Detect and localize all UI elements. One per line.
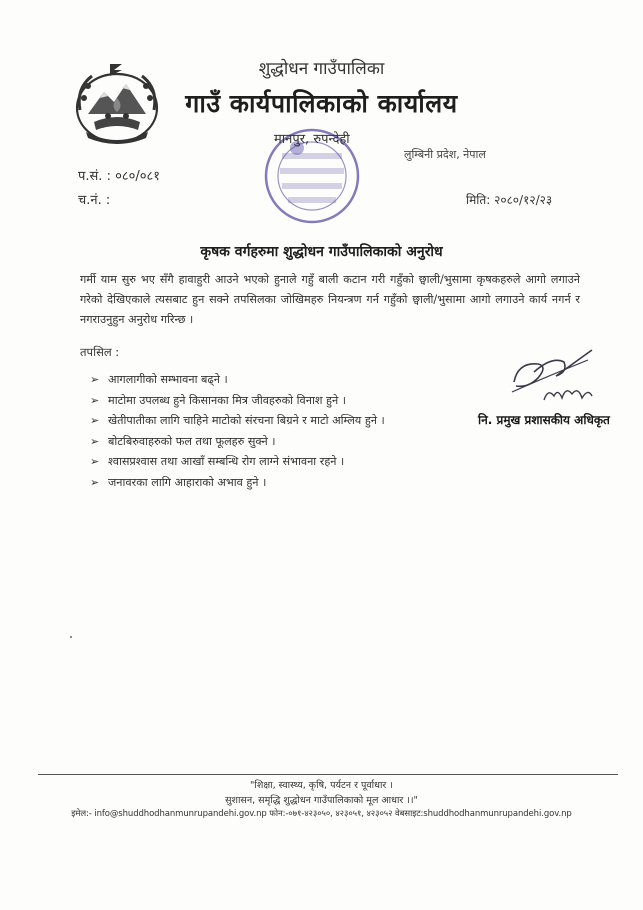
risk-list-item-text: जनावरका लागि आहाराको अभाव हुने । bbox=[108, 475, 267, 489]
scan-speck bbox=[70, 636, 72, 638]
risk-list-item bbox=[90, 452, 490, 473]
footer-divider bbox=[38, 774, 618, 775]
risk-list-item bbox=[90, 370, 490, 391]
letter-body: गर्मी याम सुरु भए सँगै हावाहुरी आउने भएको हुनाले गहुँ बाली कटान गरी गहुँको छ्वाली/भुसामा कृषकहरुले आगो लगाउने गरेको देखिएकाले त्यसबाट हुन सक्ने तपसिलका जोखिमहरु नियन्त्रण गर्न गहुँको छ्वाली/भुसामा आगो लगाउने कार्य नगर्न र नगराउनुहुन अनुरोध गरिन्छ । bbox=[80, 273, 580, 326]
risk-list-item bbox=[90, 391, 490, 412]
arrow-bullet-icon: ➢ bbox=[90, 414, 100, 427]
risk-list-item bbox=[90, 432, 490, 453]
risk-list-item-text: श्वासप्रश्वास तथा आखाँ सम्बन्धि रोग लाग्ने संभावना रहने । bbox=[108, 455, 345, 468]
arrow-bullet-icon: ➢ bbox=[90, 373, 100, 386]
reference-number: प.सं. : ०८०/०८१ bbox=[78, 169, 161, 184]
risk-list-item-text: बोटबिरुवाहरुको फल तथा फूलहरु सुक्ने । bbox=[108, 434, 276, 448]
risk-list-item bbox=[90, 473, 490, 494]
arrow-bullet-icon: ➢ bbox=[90, 475, 100, 489]
risk-list-item-text: माटोमा उपलब्ध हुने किसानका मित्र जीवहरुको विनाश हुने । bbox=[108, 393, 346, 407]
arrow-bullet-icon: ➢ bbox=[90, 455, 100, 468]
arrow-bullet-icon: ➢ bbox=[90, 434, 100, 448]
footer-contact: इमेल:- info@shuddhodhanmunrupandehi.gov.np फोन:-०७१-४२३०५०, ४२३०५१, ४२३०५२ वेबसाइट:shuddhodhanmunrupandehi.gov.np bbox=[71, 809, 572, 819]
details-label: तपसिल : bbox=[80, 345, 120, 359]
risk-list-item-text: आगलागीको सम्भावना बढ्ने । bbox=[108, 373, 228, 386]
risk-list-item bbox=[90, 411, 490, 432]
office-name: गाउँ कार्यपालिकाको कार्यालय bbox=[185, 89, 458, 118]
arrow-bullet-icon: ➢ bbox=[90, 393, 100, 407]
letter-date: मिति: २०८०/१२/२३ bbox=[466, 193, 553, 207]
signatory-designation: नि. प्रमुख प्रशासकीय अधिकृत bbox=[478, 413, 610, 427]
dispatch-number: च.नं. : bbox=[78, 193, 111, 208]
municipality-name: शुद्धोधन गाउँपालिका bbox=[258, 59, 385, 79]
office-location: मानपुर, रुपन्देही bbox=[274, 132, 350, 147]
letter-subject: कृषक वर्गहरुमा शुद्धोधन गाउँपालिकाको अनुरोध bbox=[200, 244, 443, 260]
footer-motto-line-2: सुशासन, समृद्धि शुद्धोधन गाउँपालिकाको मूल आधार ।।" bbox=[225, 795, 418, 806]
footer-motto-line-1: "शिक्षा, स्वास्थ्य, कृषि, पर्यटन र पूर्वाधार । bbox=[250, 780, 393, 791]
risk-list bbox=[90, 370, 490, 493]
risk-list-item-text: खेतीपातीका लागि चाहिने माटोको संरचना बिग्रने र माटो अम्लिय हुने । bbox=[108, 414, 385, 427]
office-province: लुम्बिनी प्रदेश, नेपाल bbox=[404, 148, 486, 161]
signature bbox=[508, 342, 596, 408]
